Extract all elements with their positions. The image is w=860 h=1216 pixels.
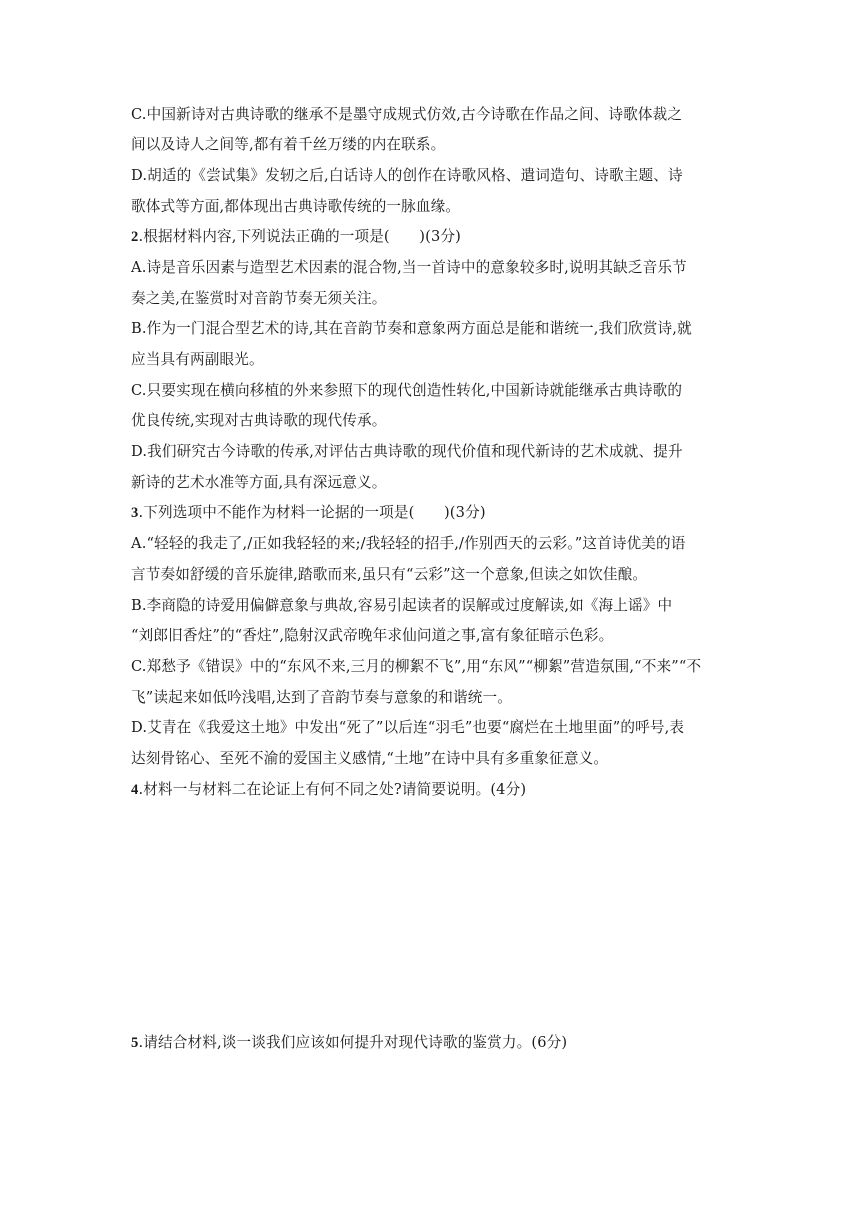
- q3-stem-text: .下列选项中不能作为材料一论据的一项是( )(3分): [138, 504, 486, 521]
- q5-stem: [131, 1033, 731, 1053]
- q1-option-d-line1: D.胡适的《尝试集》发轫之后,白话诗人的创作在诗歌风格、遣词造句、诗歌主题、诗: [131, 167, 683, 184]
- q2-option-b-line2: 应当具有两副眼光。: [131, 351, 264, 368]
- q1-option-d-line2: 歌体式等方面,都体现出古典诗歌传统的一脉血缘。: [131, 198, 461, 215]
- q3-option-d-line1: D.艾青在《我爱这土地》中发出“死了”以后连“羽毛”也要“腐烂在土地里面”的呼号,表: [131, 719, 685, 736]
- q5-stem-text: .请结合材料,谈一谈我们应该如何提升对现代诗歌的鉴赏力。(6分): [138, 1034, 568, 1051]
- q2-option-a-line1: A.诗是音乐因素与造型艺术因素的混合物,当一首诗中的意象较多时,说明其缺乏音乐节: [131, 259, 687, 276]
- q2-stem: [131, 227, 731, 247]
- q5-number: 5: [131, 1035, 139, 1051]
- q1-option-c-line2: 间以及诗人之间等,都有着千丝万缕的内在联系。: [131, 136, 446, 153]
- q3-option-d-line2: 达刻骨铭心、至死不渝的爱国主义感情,“土地”在诗中具有多重象征意义。: [131, 750, 609, 767]
- q3-option-a-line1: A.“轻轻的我走了,/正如我轻轻的来;/我轻轻的招手,/作别西天的云彩。”这首诗优美的语: [131, 535, 686, 552]
- q2-option-d-line1: D.我们研究古今诗歌的传承,对评估古典诗歌的现代价值和现代新诗的艺术成就、提升: [131, 443, 683, 460]
- q2-option-b-line1: B.作为一门混合型艺术的诗,其在音韵节奏和意象两方面总是能和谐统一,我们欣赏诗,就: [131, 320, 692, 337]
- q3-option-c-line2: 飞”读起来如低吟浅唱,达到了音韵节奏与意象的和谐统一。: [131, 689, 512, 706]
- q2-option-a-line2: 奏之美,在鉴赏时对音韵节奏无须关注。: [131, 290, 387, 307]
- q2-number: 2: [131, 229, 139, 245]
- q4-number: 4: [131, 782, 139, 798]
- q2-option-c-line1: C.只要实现在横向移植的外来参照下的现代创造性转化,中国新诗就能继承古典诗歌的: [131, 382, 683, 399]
- q3-stem: [131, 503, 731, 523]
- q4-stem: [131, 780, 731, 800]
- q3-number: 3: [131, 505, 139, 521]
- q2-option-c-line2: 优良传统,实现对古典诗歌的现代传承。: [131, 412, 387, 429]
- q2-option-d-line2: 新诗的艺术水准等方面,具有深远意义。: [131, 474, 387, 491]
- q2-stem-text: .根据材料内容,下列说法正确的一项是( )(3分): [138, 228, 461, 245]
- q3-option-c-line1: C.郑愁予《错误》中的“东风不来,三月的柳絮不飞”,用“东风”“柳絮”营造氛围,“不来”“不: [131, 658, 702, 675]
- q3-option-b-line1: B.李商隐的诗爱用偏僻意象与典故,容易引起读者的误解或过度解读,如《海上谣》中: [131, 597, 673, 614]
- q3-option-a-line2: 言节奏如舒缓的音乐旋律,踏歌而来,虽只有“云彩”这一个意象,但读之如饮佳酿。: [131, 566, 648, 583]
- q1-option-c-line1: C.中国新诗对古典诗歌的继承不是墨守成规式仿效,古今诗歌在作品之间、诗歌体裁之: [131, 106, 683, 123]
- q4-stem-text: .材料一与材料二在论证上有何不同之处?请简要说明。(4分): [138, 781, 527, 798]
- q3-option-b-line2: “刘郎旧香炷”的“香炷”,隐射汉武帝晚年求仙问道之事,富有象征暗示色彩。: [131, 627, 614, 644]
